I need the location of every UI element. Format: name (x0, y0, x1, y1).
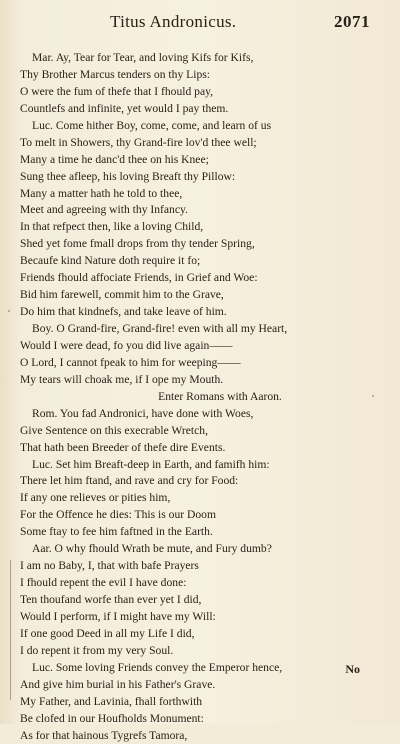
text-line: To melt in Showers, thy Grand-fire lov'd thee well; (20, 135, 380, 152)
text-line: In that refpect then, like a loving Child, (20, 219, 380, 236)
text-line: Some ftay to fee him faftned in the Earth. (20, 524, 380, 541)
text-line: Bid him farewell, commit him to the Grave, (20, 287, 380, 304)
text-line: O were the fum of thefe that I fhould pay, (20, 84, 380, 101)
text-line: Friends fhould affociate Friends, in Grief and Woe: (20, 270, 380, 287)
play-text (20, 50, 380, 744)
text-line: Many a time he danc'd thee on his Knee; (20, 152, 380, 169)
text-line: Becaufe kind Nature doth require it fo; (20, 253, 380, 270)
text-line: Thy Brother Marcus tenders on thy Lips: (20, 67, 380, 84)
running-title: Titus Andronicus. (110, 12, 236, 32)
running-header (0, 8, 400, 38)
stage-direction: Enter Romans with Aaron. (20, 389, 380, 406)
text-line: I fhould repent the evil I have done: (20, 575, 380, 592)
margin-rule (10, 560, 11, 700)
text-line: Shed yet fome fmall drops from thy tender Spring, (20, 236, 380, 253)
text-line: Sung thee afleep, his loving Breaft thy Pillow: (20, 169, 380, 186)
text-line: Luc. Set him Breaft-deep in Earth, and famifh him: (20, 457, 380, 474)
text-line: Would I perform, if I might have my Will: (20, 609, 380, 626)
text-line: Mar. Ay, Tear for Tear, and loving Kifs for Kifs, (20, 50, 380, 67)
text-line: There let him ftand, and rave and cry for Food: (20, 473, 380, 490)
text-line: That hath been Breeder of thefe dire Events. (20, 440, 380, 457)
page-number: 2071 (334, 12, 370, 32)
text-line: If one good Deed in all my Life I did, (20, 626, 380, 643)
text-line: For the Offence he dies: This is our Doom (20, 507, 380, 524)
text-line: Do him that kindnefs, and take leave of him. (20, 304, 380, 321)
catchword: No (345, 662, 360, 677)
text-line: Many a matter hath he told to thee, (20, 186, 380, 203)
ink-speck (8, 310, 10, 312)
text-line: And give him burial in his Father's Grave. (20, 677, 380, 694)
text-line: Countlefs and infinite, yet would I pay them. (20, 101, 380, 118)
text-line: If any one relieves or pities him, (20, 490, 380, 507)
text-line: Would I were dead, fo you did live again—— (20, 338, 380, 355)
text-line: Boy. O Grand-fire, Grand-fire! even with all my Heart, (20, 321, 380, 338)
text-line: O Lord, I cannot fpeak to him for weeping—— (20, 355, 380, 372)
text-line: My tears will choak me, if I ope my Mouth. (20, 372, 380, 389)
text-line: Rom. You fad Andronici, have done with Woes, (20, 406, 380, 423)
text-line: Luc. Come hither Boy, come, come, and learn of us (20, 118, 380, 135)
text-line: Meet and agreeing with thy Infancy. (20, 202, 380, 219)
text-line: I do repent it from my very Soul. (20, 643, 380, 660)
ink-speck (372, 395, 374, 397)
text-line: Give Sentence on this execrable Wretch, (20, 423, 380, 440)
text-line: Be clofed in our Houfholds Monument: (20, 711, 380, 728)
text-line: I am no Baby, I, that with bafe Prayers (20, 558, 380, 575)
text-line: Luc. Some loving Friends convey the Emperor hence, (20, 660, 380, 677)
text-line: Aar. O why fhould Wrath be mute, and Fury dumb? (20, 541, 380, 558)
text-line: My Father, and Lavinia, fhall forthwith (20, 694, 380, 711)
text-line: As for that hainous Tygrefs Tamora, (20, 728, 380, 744)
text-line: Ten thoufand worfe than ever yet I did, (20, 592, 380, 609)
